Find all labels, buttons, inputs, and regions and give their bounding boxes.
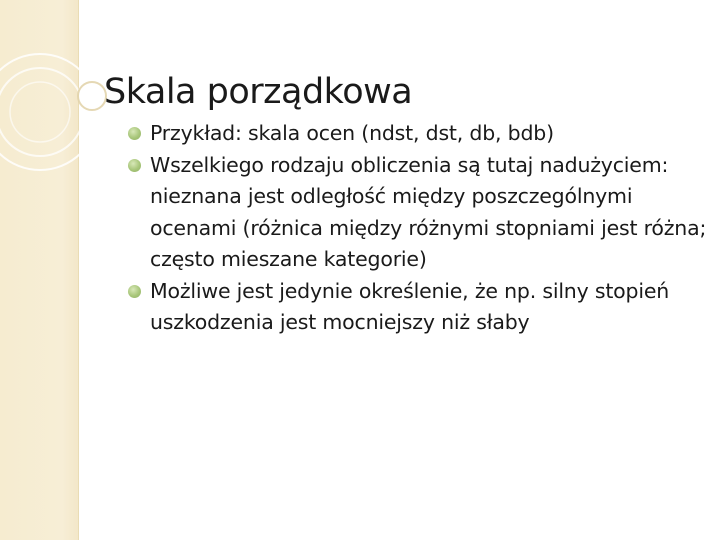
bullet-dot-icon xyxy=(128,159,141,172)
bullet-item xyxy=(128,118,708,150)
bullet-text: Wszelkiego rodzaju obliczenia są tutaj nadużyciem: nieznana jest odległość między poszczególnymi ocenami (różnica między różnymi stopniami jest różna; często mieszane kategorie) xyxy=(150,152,707,271)
bullet-dot-icon xyxy=(128,285,141,298)
bullet-list xyxy=(128,118,708,339)
bullet-item xyxy=(128,150,708,276)
bullet-text: Przykład: skala ocen (ndst, dst, db, bdb) xyxy=(150,121,554,145)
bullet-text: Możliwe jest jedynie określenie, że np. silny stopień uszkodzenia jest mocniejszy niż słaby xyxy=(150,278,670,334)
bullet-item xyxy=(128,276,708,339)
slide-title: Skala porządkowa xyxy=(104,72,413,112)
bullet-dot-icon xyxy=(128,127,141,140)
